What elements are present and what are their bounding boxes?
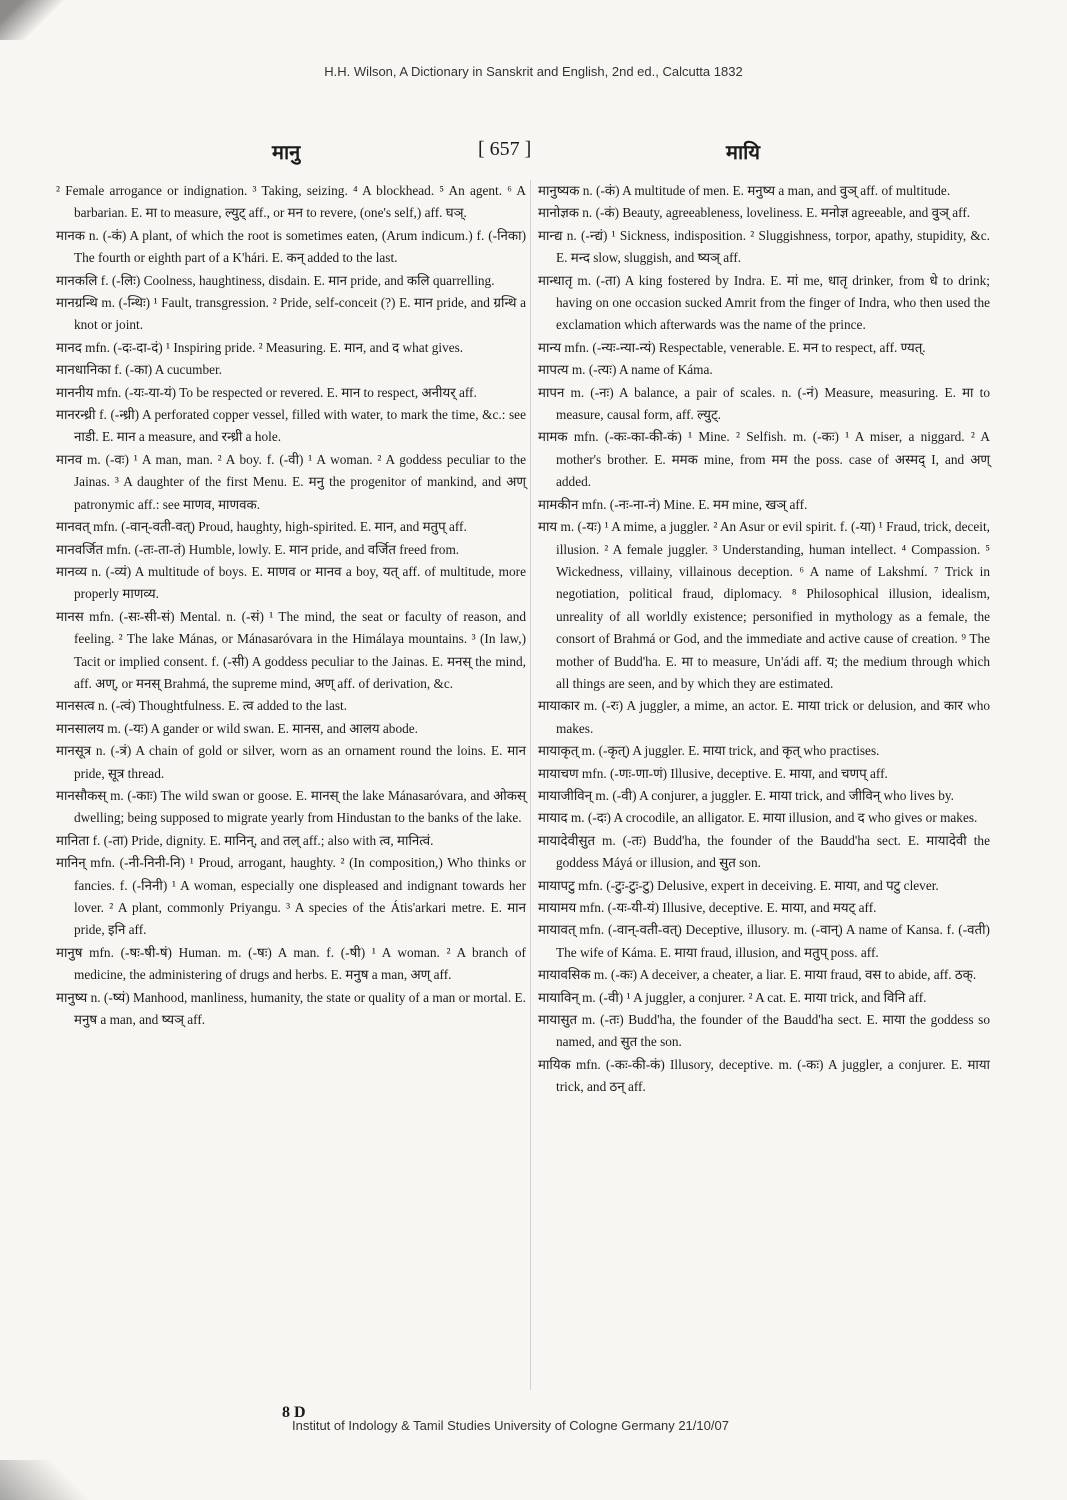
dictionary-entry: मायिक mfn. (-कः-की-कं) Illusory, deceptive. m. (-कः) A juggler, a conjurer. E. माया trick, and ठन् aff. xyxy=(538,1056,990,1095)
running-head-right: मायि xyxy=(726,142,760,164)
printer-signature-mark: 8 D xyxy=(282,1404,306,1421)
dictionary-entry: मानुष्यक n. (-कं) A multitude of men. E. मनुष्य a man, and वुञ् aff. of multitude. xyxy=(538,183,951,198)
dictionary-entry: मानसत्व n. (-त्वं) Thoughtfulness. E. त्व added to the last. xyxy=(56,698,348,714)
dictionary-entry: मायाजीविन् m. (-वी) A conjurer, a juggler. E. माया trick, and जीविन् who lives by. xyxy=(538,787,954,803)
dictionary-entry: मायाद m. (-दः) A crocodile, an alligator. E. माया illusion, and द who gives or makes. xyxy=(538,810,978,826)
dictionary-entry: मायादेवीसुत m. (-तः) Budd'ha, the founder of the Baudd'ha sect. E. मायादेवी the goddess Máyá or illusion, and सुत son. xyxy=(538,832,990,871)
dictionary-entry: माय m. (-यः) ¹ A mime, a juggler. ² An Asur or evil spirit. f. (-या) ¹ Fraud, trick, deceit, illusion. ² A female juggler. ³ Understanding, human intellect. ⁴ Compassion. ⁵ Wickedness, villainy, villainous deception. ⁶ A name of Lakshmí. ⁷ Trick in negotiation, political fraud, diplomacy. ⁸ Philosophical illusion, idealism, unreality of all worldly existence; personified in mythology as a female, the consort of Brahmá or God, and the immediate and active cause of creation. ⁹ The mother of Budd'ha. E. मा to measure, Un'ádi aff. य; the medium through which all things are seen, and by which they are estimated. xyxy=(538,519,990,691)
dictionary-entry: मानुष mfn. (-षः-षी-षं) Human. m. (-षः) A man. f. (-षी) ¹ A woman. ² A branch of medicine, the administering of drugs and herbs. E. मनुष a man, अण् aff. xyxy=(56,944,526,983)
dictionary-entry: माननीय mfn. (-यः-या-यं) To be respected or revered. E. मान to respect, अनीयर् aff. xyxy=(56,384,477,400)
dictionary-entry: मानव्य n. (-व्यं) A multitude of boys. E. माणव or मानव a boy, यत् aff. of multitude, more properly माणव्य. xyxy=(56,563,526,602)
dictionary-entry: मानुष्य n. (-ष्यं) Manhood, manliness, humanity, the state or quality of a man or mortal. E. मनुष a man, and ष्यञ् aff. xyxy=(56,989,526,1028)
dictionary-entry: मायाचण mfn. (-णः-णा-णं) Illusive, deceptive. E. माया, and चणप् aff. xyxy=(538,765,888,781)
dictionary-entry: मानवर्जित mfn. (-तः-ता-तं) Humble, lowly. E. मान pride, and वर्जित freed from. xyxy=(56,541,460,557)
header-citation: H.H. Wilson, A Dictionary in Sanskrit and English, 2nd ed., Calcutta 1832 xyxy=(324,64,743,79)
dictionary-entry: मानरन्ध्री f. (-न्ध्री) A perforated copper vessel, filled with water, to mark the time, &c.: see नाडी. E. मान a measure, and रन्ध्री a hole. xyxy=(56,407,526,445)
dictionary-entry: मानक n. (-कं) A plant, of which the root is sometimes eaten, (Arum indicum.) f. (-निका) The fourth or eighth part of a K'hári. E. कन् added to the last. xyxy=(56,227,526,266)
dictionary-entry: मानवत् mfn. (-वान्-वती-वत्) Proud, haughty, high-spirited. E. मान, and मतुप् aff. xyxy=(56,519,467,535)
dictionary-entry: मायावत् mfn. (-वान्-वती-वत्) Deceptive, illusory. m. (-वान्) A name of Kansa. f. (-वती) The wife of Káma. E. माया fraud, illusion, and मतुप् poss. aff. xyxy=(538,922,990,960)
dictionary-entry: मान्य mfn. (-न्यः-न्या-न्यं) Respectable, venerable. E. मन to respect, aff. ण्यत्. xyxy=(538,339,926,355)
dictionary-entry: मायासुत m. (-तः) Budd'ha, the founder of the Baudd'ha sect. E. माया the goddess so named, and सुत the son. xyxy=(538,1012,990,1050)
dictionary-entry: मापन m. (-नः) A balance, a pair of scales. n. (-नं) Measure, measuring. E. मा to measure, causal form, aff. ल्युट्. xyxy=(538,384,990,423)
scan-edge-mark xyxy=(0,0,70,40)
dictionary-entry: मामकीन mfn. (-नः-ना-नं) Mine. E. मम mine, खञ् aff. xyxy=(538,496,808,512)
dictionary-entry: मायावसिक m. (-कः) A deceiver, a cheater, a liar. E. माया fraud, वस to abide, aff. ठक्. xyxy=(538,967,977,983)
dictionary-entry: मायाविन् m. (-वी) ¹ A juggler, a conjurer. ² A cat. E. माया trick, and विनि aff. xyxy=(538,989,927,1005)
dictionary-entry: मान्धातृ m. (-ता) A king fostered by Indra. E. मां me, धातृ drinker, from धे to drink; having on one occasion sucked Amrit from the finger of Indra, who then used the exclamation which afterwards was the name of the prince. xyxy=(538,272,990,333)
dictionary-entry: मायाकृत् m. (-कृत्) A juggler. E. माया trick, and कृत् who practises. xyxy=(538,743,880,759)
dictionary-entry: मानिन् mfn. (-नी-निनी-नि) ¹ Proud, arrogant, haughty. ² (In composition,) Who thinks or fancies. f. (-निनी) ¹ A woman, especially one displeased and indignant towards her lover. ² A plant, commonly Priyangu. ³ A species of the Átis'arkari metre. E. मान pride, इनि aff. xyxy=(56,855,526,938)
column-divider xyxy=(530,180,531,1390)
dictionary-entry: मानव m. (-वः) ¹ A man, man. ² A boy. f. (-वी) ¹ A woman. ² A goddess peculiar to the Jainas. ³ A daughter of the first Menu. E. मनु the progenitor of mankind, and अण् patronymic aff.: see माणव, माणवक. xyxy=(56,451,526,512)
dictionary-entry: मानस mfn. (-सः-सी-सं) Mental. n. (-सं) ¹ The mind, the seat or faculty of reason, and feeling. ² The lake Mánas, or Mánasaróvara in the Himálaya mountains. ³ (In law,) Tacit or implied consent. f. (-सी) A goddess peculiar to the Jainas. E. मनस् the mind, aff. अण्, or मनस् Brahmá, the supreme mind, अण् aff. of derivation, &c. xyxy=(56,608,526,691)
dictionary-entry: मानसौकस् m. (-काः) The wild swan or goose. E. मानस् the lake Mánasaróvara, and ओकस् dwelling; being supposed to migrate yearly from Hindustan to the banks of the lake. xyxy=(56,787,526,826)
dictionary-entry: मानसूत्र n. (-त्रं) A chain of gold or silver, worn as an ornament round the loins. E. मान pride, सूत्र thread. xyxy=(56,743,526,781)
dictionary-entry: मानकलि f. (-लिः) Coolness, haughtiness, disdain. E. मान pride, and कलि quarrelling. xyxy=(56,272,495,288)
dictionary-entry: मायामय mfn. (-यः-यी-यं) Illusive, deceptive. E. माया, and मयट् aff. xyxy=(538,900,877,915)
dictionary-entry: मानसालय m. (-यः) A gander or wild swan. E. मानस, and आलय abode. xyxy=(56,720,418,736)
dictionary-entry: मानद mfn. (-दः-दा-दं) ¹ Inspiring pride. ² Measuring. E. मान, and द what gives. xyxy=(56,339,464,355)
left-column xyxy=(56,180,526,1031)
dictionary-entry: मायापटु mfn. (-टुः-टुः-टु) Delusive, expert in deceiving. E. माया, and पटु clever. xyxy=(538,877,939,893)
footer-citation: Institut of Indology & Tamil Studies University of Cologne Germany 21/10/07 xyxy=(292,1418,729,1433)
right-column xyxy=(538,180,990,1099)
dictionary-entry: मापत्य m. (-त्यः) A name of Káma. xyxy=(538,362,713,378)
scan-edge-mark-bottom xyxy=(0,1460,90,1500)
dictionary-entry: ² Female arrogance or indignation. ³ Taking, seizing. ⁴ A blockhead. ⁵ An agent. ⁶ A barbarian. E. मा to measure, ल्युट् aff., or मन to revere, (one's self,) aff. घञ्. xyxy=(56,183,526,221)
dictionary-entry: मायाकार m. (-रः) A juggler, a mime, an actor. E. माया trick or delusion, and कार who makes. xyxy=(538,698,990,736)
dictionary-entry: मानधानिका f. (-का) A cucumber. xyxy=(56,362,223,378)
dictionary-entry: मान्द्य n. (-न्द्यं) ¹ Sickness, indisposition. ² Sluggishness, torpor, apathy, stupidity, &c. E. मन्द slow, sluggish, and ष्यञ् aff. xyxy=(538,227,990,266)
dictionary-entry: मानग्रन्थि m. (-न्थिः) ¹ Fault, transgression. ² Pride, self-conceit (?) E. मान pride, and ग्रन्थि a knot or joint. xyxy=(56,295,526,333)
dictionary-entry: मामक mfn. (-कः-का-की-कं) ¹ Mine. ² Selfish. m. (-कः) ¹ A miser, a niggard. ² A mother's brother. E. ममक mine, from मम the poss. case of अस्मद् I, and अण् added. xyxy=(538,429,990,490)
page-number: [ 657 ] xyxy=(478,138,532,160)
dictionary-entry: मानिता f. (-ता) Pride, dignity. E. मानिन्, and तल् aff.; also with त्व, मानित्वं. xyxy=(56,832,434,848)
running-head-left: मानु xyxy=(272,142,301,164)
dictionary-entry: मानोज्ञक n. (-कं) Beauty, agreeableness, loveliness. E. मनोज्ञ agreeable, and वुञ् aff. xyxy=(538,205,971,221)
